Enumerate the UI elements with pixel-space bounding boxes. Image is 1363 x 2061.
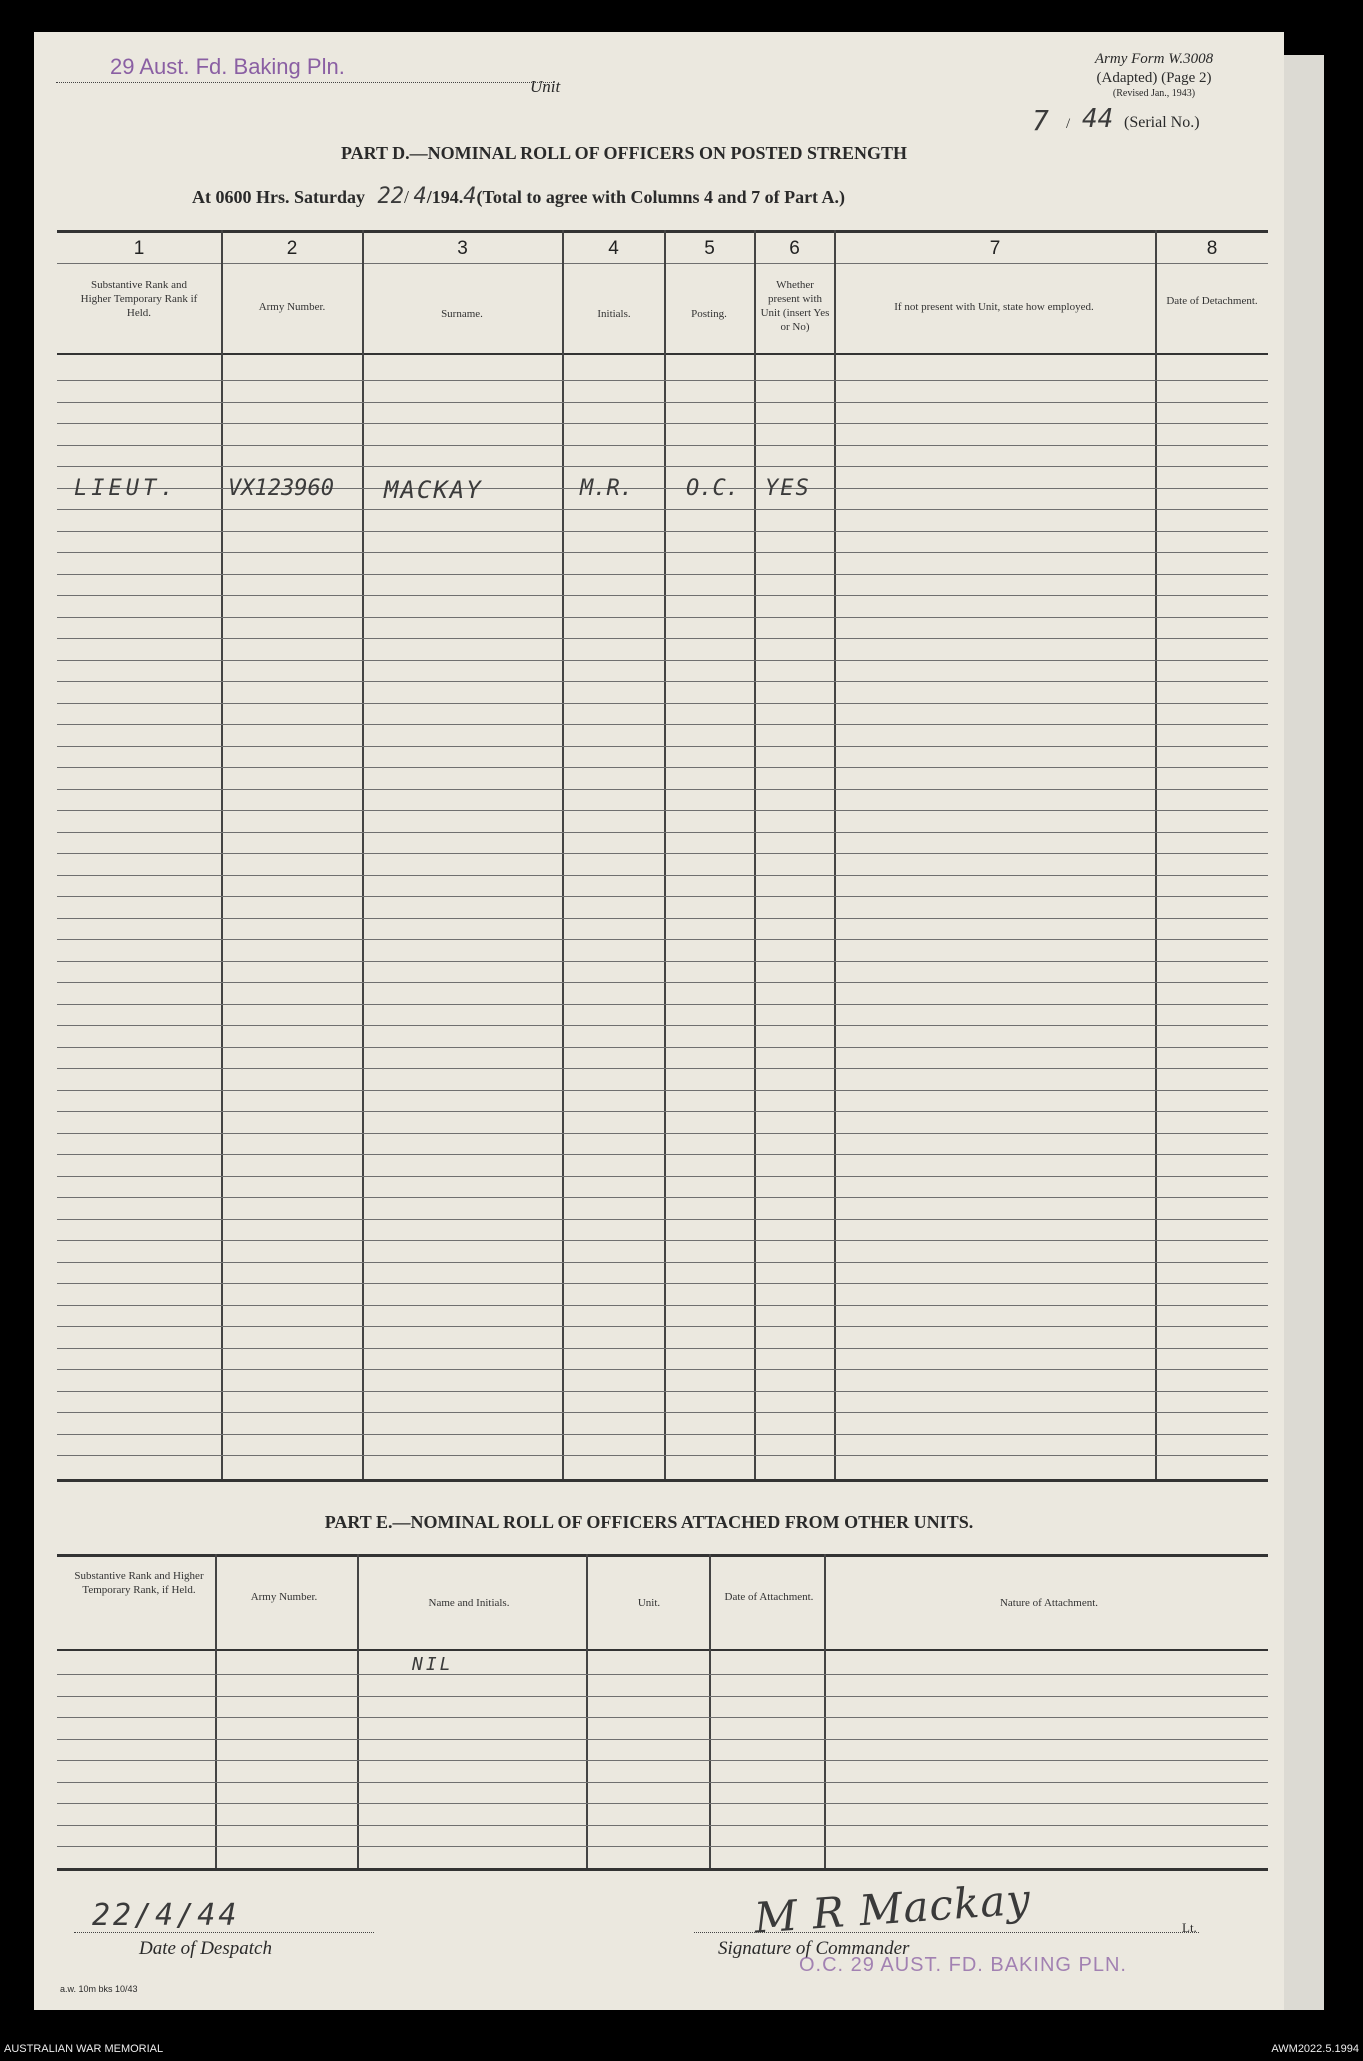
ruled-line [57, 638, 1268, 639]
ruled-line [57, 1068, 1268, 1069]
ruled-line [57, 724, 1268, 725]
col-number: 6 [789, 238, 800, 259]
ruled-line [57, 961, 1268, 962]
part-d-title: PART D.—NOMINAL ROLL OF OFFICERS ON POSTED STRENGTH [340, 143, 908, 163]
ruled-line [57, 595, 1268, 596]
col-number: 2 [286, 238, 298, 259]
col-number: 4 [608, 238, 619, 259]
part-e-top-rule [57, 1554, 1268, 1557]
ruled-line [57, 789, 1268, 790]
ruled-line [57, 1717, 1268, 1718]
ruled-line [57, 982, 1268, 983]
unit-underline [56, 82, 554, 83]
ruled-line [57, 1412, 1268, 1413]
col-divider-1 [221, 230, 223, 1480]
col-number: 1 [133, 238, 145, 259]
col-header-army-number: Army Number. [258, 301, 326, 313]
date-year-digit: 4 [463, 184, 477, 209]
form-revised: (Revised Jan., 1943) [1112, 88, 1196, 99]
col-divider-7 [1155, 230, 1157, 1480]
ruled-line [57, 939, 1268, 940]
signature-underline [694, 1932, 1199, 1933]
e-col-divider-2 [357, 1554, 359, 1869]
part-d-top-rule [57, 230, 1268, 233]
ruled-line [57, 896, 1268, 897]
ruled-line [57, 1283, 1268, 1284]
unit-stamp: 29 Aust. Fd. Baking Pln. [110, 54, 345, 79]
date-day: 22 [377, 184, 405, 209]
part-e-bottom-rule [57, 1868, 1268, 1871]
e-col-header-attachment-date: Date of Attachment. [724, 1591, 814, 1603]
date-month: 4 [413, 184, 427, 209]
ruled-line [57, 531, 1268, 532]
col-number: 8 [1206, 238, 1218, 259]
ruled-line [57, 918, 1268, 919]
serial-label: (Serial No.) [1124, 114, 1200, 131]
col-number: 7 [989, 238, 1001, 259]
form-page [34, 32, 1284, 2010]
e-col-header-army-number: Army Number. [250, 1591, 318, 1603]
col-divider-5 [754, 230, 756, 1480]
ruled-line [57, 746, 1268, 747]
ruled-line [57, 617, 1268, 618]
ruled-line [57, 466, 1268, 467]
entry-present: YES [765, 476, 811, 501]
date-year-prefix: /194. [426, 187, 464, 207]
col-header-rank: Substantive Rank and Higher Temporary Rank if Held. [80, 279, 198, 319]
serial-year: 44 [1082, 104, 1114, 134]
ruled-line [57, 853, 1268, 854]
ruled-line [57, 1305, 1268, 1306]
col-divider-4 [664, 230, 666, 1480]
part-e-entry: NIL [412, 1654, 454, 1675]
ruled-line [57, 1674, 1268, 1675]
col-header-present: Whether present with Unit (insert Yes or No) [760, 279, 830, 333]
ruled-line [57, 660, 1268, 661]
date-suffix: (Total to agree with Columns 4 and 7 of Part A.) [476, 187, 846, 207]
ruled-line [57, 1391, 1268, 1392]
entry-posting: O.C. [686, 476, 739, 501]
underlying-page-edge [1284, 55, 1324, 2010]
date-prefix: At 0600 Hrs. Saturday [192, 187, 366, 207]
col-header-initials: Initials. [597, 308, 631, 320]
e-col-header-name: Name and Initials. [428, 1597, 510, 1609]
ruled-line [57, 1326, 1268, 1327]
ruled-line [57, 509, 1268, 510]
ruled-line [57, 1176, 1268, 1177]
form-name: Army Form W.3008 [1094, 51, 1214, 67]
col-divider-3 [562, 230, 564, 1480]
ruled-line [57, 1240, 1268, 1241]
ruled-line [57, 574, 1268, 575]
col-number: 5 [704, 238, 715, 259]
e-col-header-unit: Unit. [637, 1597, 661, 1609]
e-col-divider-4 [709, 1554, 711, 1869]
archive-caption-left: AUSTRALIAN WAR MEMORIAL [4, 2043, 164, 2055]
ruled-line [57, 1803, 1268, 1804]
col-header-posting: Posting. [691, 308, 727, 320]
col-divider-2 [362, 230, 364, 1480]
entry-army-number: VX123960 [228, 476, 334, 501]
ruled-line [57, 681, 1268, 682]
col-divider-6 [834, 230, 836, 1480]
ruled-line [57, 1846, 1268, 1847]
ruled-line [57, 1369, 1268, 1370]
serial-number: 7 [1032, 104, 1049, 137]
e-col-divider-3 [586, 1554, 588, 1869]
ruled-line [57, 1782, 1268, 1783]
ruled-line [57, 552, 1268, 553]
print-code: a.w. 10m bks 10/43 [60, 1984, 138, 1994]
e-col-divider-1 [215, 1554, 217, 1869]
form-adapted: (Adapted) (Page 2) [1096, 70, 1212, 86]
part-e-title: PART E.—NOMINAL ROLL OF OFFICERS ATTACHED FROM OTHER UNITS. [324, 1512, 974, 1532]
part-d-header-rule [57, 353, 1268, 355]
col-header-detachment: Date of Detachment. [1166, 295, 1258, 307]
ruled-line [57, 423, 1268, 424]
ruled-line [57, 1739, 1268, 1740]
signature-label: Signature of Commander [718, 1938, 910, 1959]
date-slash-1: / [404, 187, 410, 207]
ruled-line [57, 1025, 1268, 1026]
col-header-surname: Surname. [441, 308, 483, 320]
ruled-line [57, 767, 1268, 768]
col-number-rule [57, 263, 1268, 264]
ruled-line [57, 1090, 1268, 1091]
ruled-line [57, 402, 1268, 403]
e-col-header-rank: Substantive Rank and Higher Temporary Rank, if Held. [74, 1570, 204, 1596]
ruled-line [57, 832, 1268, 833]
entry-rank: LIEUT. [74, 476, 178, 501]
ruled-line [57, 1047, 1268, 1048]
form-identifier [1034, 50, 1274, 100]
col-number: 3 [457, 238, 468, 259]
part-e-header-rule [57, 1649, 1268, 1651]
ruled-line [57, 1219, 1268, 1220]
ruled-line [57, 1197, 1268, 1198]
ruled-line [57, 1696, 1268, 1697]
entry-surname: MACKAY [384, 476, 483, 504]
unit-label: Unit [530, 77, 561, 96]
ruled-line [57, 1004, 1268, 1005]
despatch-date: 22/4/44 [92, 1898, 240, 1933]
ruled-line [57, 810, 1268, 811]
ruled-line [57, 1760, 1268, 1761]
ruled-line [57, 1825, 1268, 1826]
commander-signature: M R Mackay [752, 1874, 1033, 1943]
ruled-line [57, 1154, 1268, 1155]
ruled-line [57, 1111, 1268, 1112]
despatch-label: Date of Despatch [139, 1938, 272, 1959]
col-header-employment: If not present with Unit, state how employed. [894, 301, 1094, 313]
part-d-date-line [192, 184, 845, 209]
ruled-line [57, 875, 1268, 876]
archive-caption-right: AWM2022.5.1994 [1271, 2043, 1359, 2055]
ruled-line [57, 703, 1268, 704]
oc-stamp: O.C. 29 AUST. FD. BAKING PLN. [799, 1954, 1127, 1976]
part-d-bottom-rule [57, 1479, 1268, 1482]
ruled-line [57, 1434, 1268, 1435]
entry-initials: M.R. [580, 476, 633, 501]
serial-slash: / [1066, 116, 1071, 132]
signature-suffix: Lt. [1182, 1920, 1197, 1935]
ruled-line [57, 1455, 1268, 1456]
e-col-divider-5 [824, 1554, 826, 1869]
e-col-header-nature: Nature of Attachment. [999, 1597, 1099, 1609]
ruled-line [57, 1262, 1268, 1263]
ruled-line [57, 1348, 1268, 1349]
despatch-underline [74, 1932, 374, 1933]
ruled-line [57, 445, 1268, 446]
ruled-line [57, 380, 1268, 381]
ruled-line [57, 1133, 1268, 1134]
